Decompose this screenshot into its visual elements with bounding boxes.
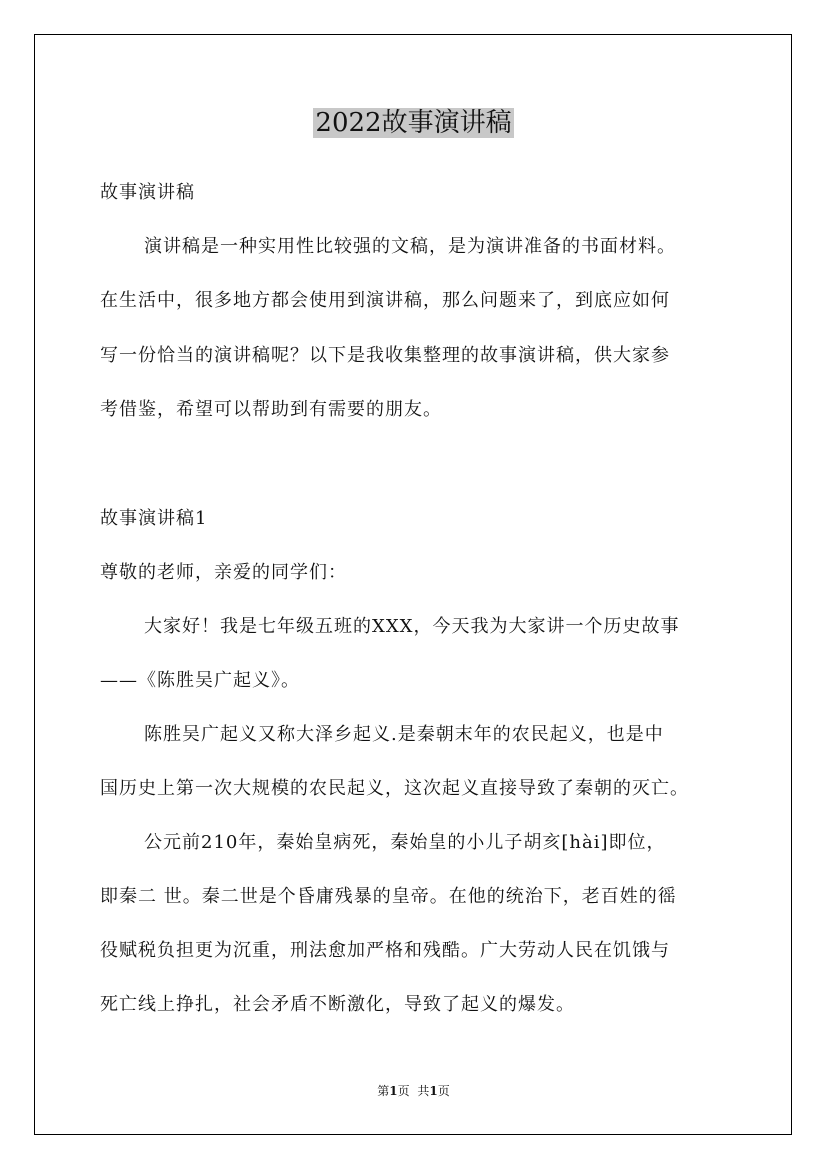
body-line-3: 陈胜吴广起义又称大泽乡起义.是秦朝末年的农民起义，也是中 <box>144 724 664 745</box>
footer-total-suffix: 页 <box>437 1084 450 1098</box>
footer-page-suffix: 页 <box>397 1084 410 1098</box>
footer-total-number: 1 <box>429 1084 438 1098</box>
intro-line-1: 演讲稿是一种实用性比较强的文稿，是为演讲准备的书面材料。 <box>144 236 676 257</box>
section-heading: 故事演讲稿1 <box>100 508 208 529</box>
body-line-5: 公元前210年，秦始皇病死，秦始皇的小儿子胡亥[hài]即位， <box>144 832 666 853</box>
document-title-text: 2022故事演讲稿 <box>315 108 512 138</box>
intro-line-4: 考借鉴，希望可以帮助到有需要的朋友。 <box>100 399 442 420</box>
footer-page-prefix: 第 <box>377 1084 390 1098</box>
body-line-2: ——《陈胜吴广起义》。 <box>100 670 300 691</box>
footer-page-number: 1 <box>389 1084 398 1098</box>
salutation: 尊敬的老师，亲爱的同学们： <box>100 562 347 583</box>
body-line-7: 役赋税负担更为沉重，刑法愈加严格和残酷。广大劳动人民在饥饿与 <box>100 940 670 961</box>
intro-line-3: 写一份恰当的演讲稿呢？以下是我收集整理的故事演讲稿，供大家参 <box>100 345 670 366</box>
document-title <box>0 103 827 143</box>
page-footer <box>0 1083 827 1099</box>
body-line-6: 即秦二 世。秦二世是个昏庸残暴的皇帝。在他的统治下，老百姓的徭 <box>100 886 677 907</box>
subtitle: 故事演讲稿 <box>100 182 195 203</box>
body-line-1: 大家好！我是七年级五班的XXX，今天我为大家讲一个历史故事 <box>144 616 680 637</box>
body-line-8: 死亡线上挣扎，社会矛盾不断激化，导致了起义的爆发。 <box>100 994 575 1015</box>
footer-total-prefix: 共 <box>417 1084 430 1098</box>
body-line-4: 国历史上第一次大规模的农民起义，这次起义直接导致了秦朝的灭亡。 <box>100 778 689 799</box>
intro-line-2: 在生活中，很多地方都会使用到演讲稿，那么问题来了，到底应如何 <box>100 290 670 311</box>
